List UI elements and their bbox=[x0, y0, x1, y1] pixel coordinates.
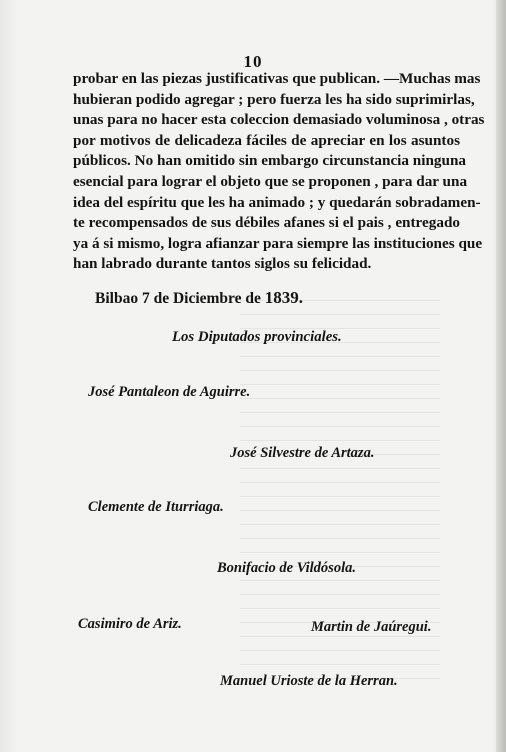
signature-martin: Martin de Jaúregui. bbox=[311, 619, 432, 635]
paragraph-line: públicos. No han omitido sin embargo circunstancia ninguna bbox=[73, 152, 466, 170]
signature-bonifacio: Bonifacio de Vildósola. bbox=[217, 560, 356, 576]
body-paragraph bbox=[73, 69, 485, 275]
signature-manuel: Manuel Urioste de la Herran. bbox=[220, 673, 398, 689]
paragraph-line: te recompensados de sus débiles afanes si el pais , entregado bbox=[73, 214, 460, 232]
signature-casimiro: Casimiro de Ariz. bbox=[78, 616, 182, 632]
dateline bbox=[95, 288, 303, 308]
page-edge bbox=[496, 0, 506, 752]
signature-pantaleon: José Pantaleon de Aguirre. bbox=[88, 384, 251, 400]
dateline-text: Bilbao 7 de Diciembre de bbox=[95, 290, 265, 307]
signature-clemente: Clemente de Iturriaga. bbox=[88, 499, 224, 515]
paragraph-line: idea del espíritu que les ha animado ; y quedarán sobradamen- bbox=[73, 193, 481, 211]
paragraph-line: ya á si mismo, logra afianzar para siempre las instituciones que bbox=[73, 234, 483, 252]
paragraph-line: esencial para lograr el objeto que se proponen , para dar una bbox=[73, 172, 468, 190]
paragraph-line: han labrado durante tantos siglos su felicidad. bbox=[73, 255, 372, 273]
paragraph-line: hubieran podido agregar ; pero fuerza les ha sido suprimirlas, bbox=[73, 90, 475, 108]
signatories-heading: Los Diputados provinciales. bbox=[172, 329, 342, 345]
signature-silvestre: José Silvestre de Artaza. bbox=[230, 445, 375, 461]
paragraph-line: unas para no hacer esta coleccion demasiado voluminosa , otras bbox=[73, 111, 485, 129]
page-number: 10 bbox=[243, 52, 263, 71]
dateline-year: 1839. bbox=[264, 288, 304, 307]
paragraph-line: por motivos de delicadeza fáciles de apreciar en los asuntos bbox=[73, 131, 460, 149]
paragraph-line: probar en las piezas justificativas que publican. —Muchas mas bbox=[73, 70, 481, 87]
